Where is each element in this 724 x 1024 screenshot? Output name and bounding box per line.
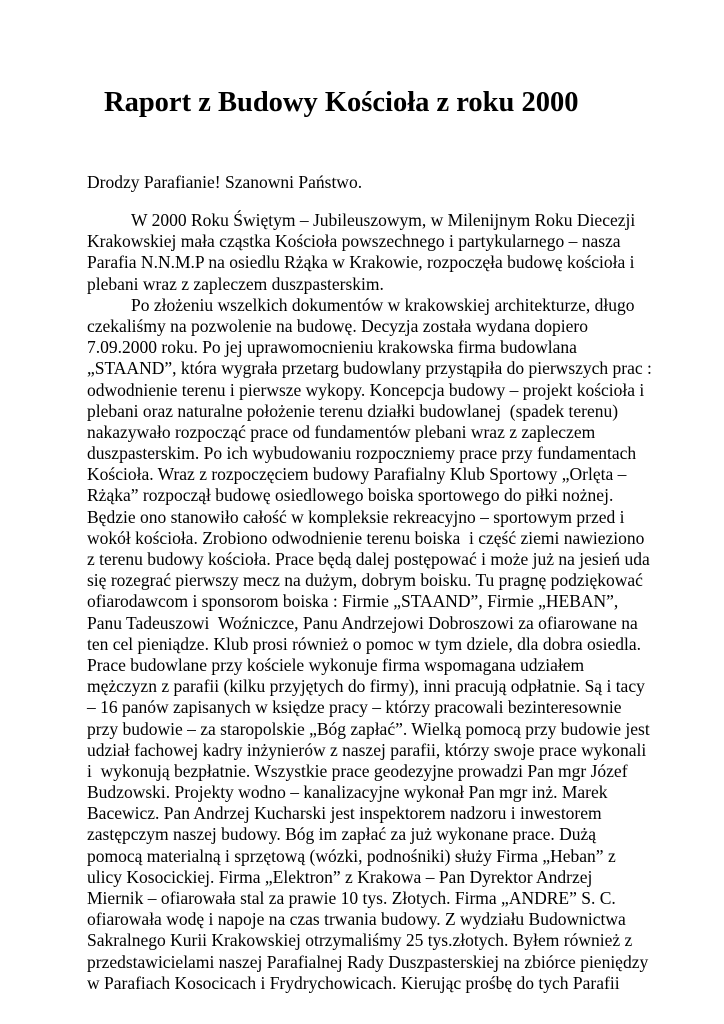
paragraph-2-line: przy budowie – za staropolskie „Bóg zapłać”. Wielką pomocą przy budowie jest bbox=[87, 718, 650, 739]
paragraph-2-line: pomocą materialną i sprzętową (wózki, podnośniki) służy Firma „Heban” z bbox=[87, 845, 616, 866]
greeting: Drodzy Parafianie! Szanowni Państwo. bbox=[87, 172, 363, 192]
paragraph-2-line: z terenu budowy kościoła. Prace będą dalej postępować i może już na jesień uda bbox=[87, 549, 650, 569]
paragraph-1-line: plebani wraz z zapleczem duszpasterskim. bbox=[87, 273, 384, 294]
paragraph-2-line: duszpasterskim. Po ich wybudowaniu rozpoczniemy prace przy fundamentach bbox=[87, 443, 637, 464]
document-title: Raport z Budowy Kościoła z roku 2000 bbox=[104, 87, 579, 118]
paragraph-2-line: odwodnienie terenu i pierwsze wykopy. Koncepcja budowy – projekt kościoła i bbox=[87, 379, 645, 400]
paragraph-2-line: „STAAND”, która wygrała przetarg budowlany przystąpiła do pierwszych prac : bbox=[87, 358, 652, 379]
paragraph-2-line: Kościoła. Wraz z rozpoczęciem budowy Parafialny Klub Sportowy „Orlęta – bbox=[87, 464, 627, 485]
paragraph-2-line: Budzowski. Projekty wodno – kanalizacyjne wykonał Pan mgr inż. Marek bbox=[87, 782, 608, 803]
paragraph-2-line: przedstawicielami naszej Parafialnej Rady Duszpasterskiej na zbiórce pieniędzy bbox=[87, 951, 649, 972]
paragraph-2-line: ulicy Kosocickiej. Firma „Elektron” z Krakowa – Pan Dyrektor Andrzej bbox=[87, 866, 593, 887]
paragraph-2-line: Miernik – ofiarowała stal za prawie 10 tys. Złotych. Firma „ANDRE” S. C. bbox=[87, 888, 616, 908]
paragraph-2-line: Sakralnego Kurii Krakowskiej otrzymaliśmy 25 tys.złotych. Byłem również z bbox=[87, 930, 633, 951]
paragraph-2-line: udział fachowej kadry inżynierów z naszej parafii, którzy swoje prace wykonali bbox=[87, 739, 647, 760]
paragraph-2-line: Po złożeniu wszelkich dokumentów w krakowskiej architekturze, długo bbox=[131, 294, 635, 315]
paragraph-2-line: ofiarowała wodę i napoje na czas trwania budowy. Z wydziału Budownictwa bbox=[87, 909, 626, 930]
paragraph-2-line: i wykonują bezpłatnie. Wszystkie prace geodezyjne prowadzi Pan mgr Józef bbox=[87, 760, 628, 781]
paragraph-2-line: Bacewicz. Pan Andrzej Kucharski jest inspektorem nadzoru i inwestorem bbox=[87, 803, 602, 824]
paragraph-2-line: Panu Tadeuszowi Woźniczce, Panu Andrzejowi Dobroszowi za ofiarowane na bbox=[87, 612, 638, 633]
paragraph-2-line: wokół kościoła. Zrobiono odwodnienie terenu boiska i część ziemi nawieziono bbox=[87, 527, 645, 548]
paragraph-2-line: ten cel pieniądze. Klub prosi również o pomoc w tym dziele, dla dobra osiedla. bbox=[87, 633, 641, 654]
paragraph-2-line: czekaliśmy na pozwolenie na budowę. Decyzja została wydana dopiero bbox=[87, 315, 588, 336]
paragraph-2-line: Będzie ono stanowiło całość w kompleksie rekreacyjno – sportowym przed i bbox=[87, 506, 625, 527]
paragraph-2-line: w Parafiach Kosocicach i Frydrychowicach. Kierując prośbę do tych Parafii bbox=[87, 972, 620, 993]
paragraph-1-line: W 2000 Roku Świętym – Jubileuszowym, w Milenijnym Roku Diecezji bbox=[131, 210, 636, 230]
paragraph-2-line: ofiarodawcom i sponsorom boiska : Firmie „STAAND”, Firmie „HEBAN”, bbox=[87, 591, 619, 612]
paragraph-2-line: mężczyzn z parafii (kilku przyjętych do firmy), inni pracują odpłatnie. Są i tacy bbox=[87, 676, 645, 697]
paragraph-2-line: plebani oraz naturalne położenie terenu działki budowlanej (spadek terenu) bbox=[87, 400, 619, 421]
paragraph-2-line: się rozegrać pierwszy mecz na dużym, dobrym boisku. Tu pragnę podziękować bbox=[87, 570, 643, 591]
paragraph-2-line: nakazywało rozpocząć prace od fundamentów plebani wraz z zapleczem bbox=[87, 421, 596, 442]
paragraph-2-line: zastępczym naszej budowy. Bóg im zapłać za już wykonane prace. Dużą bbox=[87, 824, 597, 845]
report-body bbox=[87, 210, 652, 994]
paragraph-1-line: Krakowskiej mała cząstka Kościoła powszechnego i partykularnego – nasza bbox=[87, 231, 621, 252]
paragraph-2-line: Rżąka” rozpoczął budowę osiedlowego boiska sportowego do piłki nożnej. bbox=[87, 485, 614, 506]
paragraph-2-line: 7.09.2000 roku. Po jej uprawomocnieniu krakowska firma budowlana bbox=[87, 337, 577, 358]
paragraph-2-line: – 16 panów zapisanych w księdze pracy – którzy pracowali bezinteresownie bbox=[87, 697, 622, 718]
paragraph-2-line: Prace budowlane przy kościele wykonuje firma wspomagana udziałem bbox=[87, 654, 585, 675]
paragraph-1-line: Parafia N.N.M.P na osiedlu Rżąka w Krakowie, rozpoczęła budowę kościoła i bbox=[87, 252, 635, 273]
